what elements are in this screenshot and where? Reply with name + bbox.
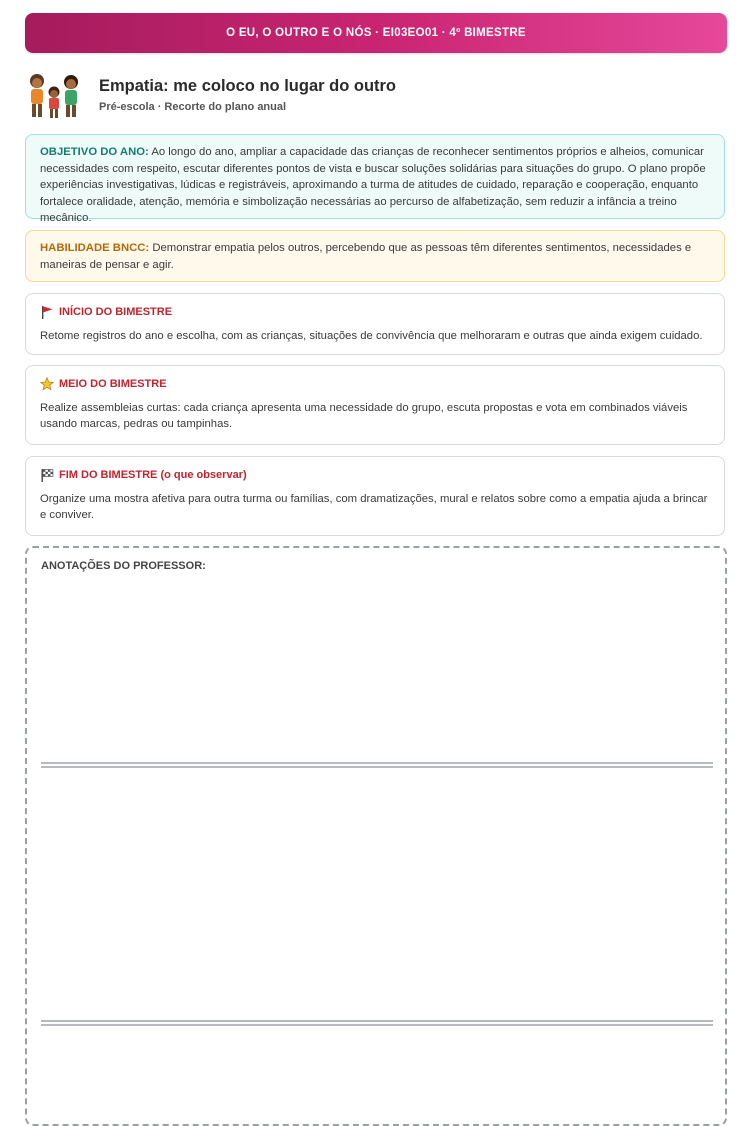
objective-text: Ao longo do ano, ampliar a capacidade das crianças de reconhecer sentimentos próprios e alheios, comunicar necessidades com respeito, escutar diferentes pontos de vista e buscar soluções solidárias para situações do grupo. O plano propõe experiências investigativas, lúdicas e registráveis, aproximando a turma de atitudes de cuidado, reparação e cooperação, enquanto fortalece oralidade, atenção, memória e simbolização necessárias ao percurso de alfabetização, sem reduzir a infância a treino mecânico.	[40, 146, 706, 224]
objective-card	[25, 134, 725, 224]
objective-label: OBJETIVO DO ANO:	[40, 146, 149, 158]
notes-divider	[41, 1020, 713, 1026]
step-label: MEIO DO BIMESTRE	[59, 378, 167, 390]
step-text: Organize uma mostra afetiva para outra turma ou famílias, com dramatizações, mural e relatos sobre como a empatia ajuda a brincar e conviver.	[40, 492, 708, 521]
teacher-notes-area[interactable]	[25, 546, 727, 1126]
topic-banner: O EU, O OUTRO E O NÓS · EI03EO01 · 4º BIMESTRE	[25, 13, 727, 53]
step-label: INÍCIO DO BIMESTRE	[59, 306, 173, 318]
page-title: Empatia: me coloco no lugar do outro	[99, 77, 397, 95]
children-illustration	[25, 70, 83, 122]
skill-label: HABILIDADE BNCC:	[40, 242, 150, 254]
checkered-flag-icon	[40, 468, 54, 482]
step-card-middle	[25, 365, 725, 445]
notes-divider	[41, 762, 713, 768]
skill-text: Demonstrar empatia pelos outros, percebendo que as pessoas têm diferentes sentimentos, necessidades e maneiras de pensar e agir.	[40, 242, 692, 271]
step-card-start	[25, 293, 725, 355]
step-label: FIM DO BIMESTRE (o que observar)	[59, 469, 247, 481]
star-icon	[40, 377, 54, 391]
page-header	[25, 70, 727, 122]
step-text: Realize assembleias curtas: cada criança apresenta uma necessidade do grupo, escuta propostas e vota em combinados viáveis usando marcas, pedras ou tampinhas.	[40, 401, 688, 430]
step-text: Retome registros do ano e escolha, com as crianças, situações de convivência que melhoraram e outras que ainda exigem cuidado.	[40, 329, 703, 342]
page-subtitle: Pré-escola · Recorte do plano anual	[99, 101, 287, 113]
red-flag-icon	[40, 305, 54, 319]
skill-card	[25, 230, 725, 282]
step-card-end	[25, 456, 725, 536]
notes-title: ANOTAÇÕES DO PROFESSOR:	[41, 560, 206, 572]
